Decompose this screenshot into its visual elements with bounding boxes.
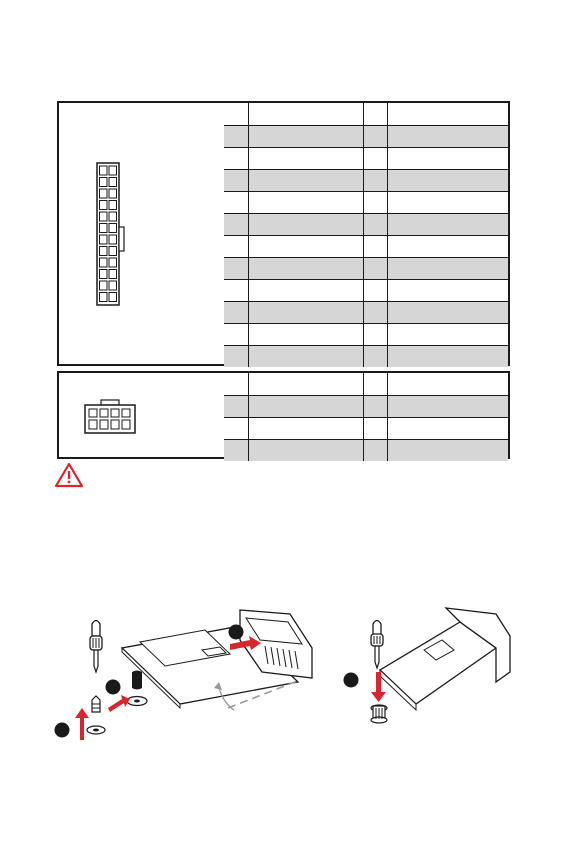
- pin-signal-cell: [388, 103, 508, 125]
- pin-signal-cell: [388, 257, 508, 279]
- pin-row: [224, 345, 508, 367]
- pin-signal-cell: [249, 125, 363, 147]
- pin-number-cell: [224, 373, 249, 395]
- pin-row: [224, 147, 508, 169]
- step-4-icon: [344, 672, 387, 702]
- screwdriver-icon: [371, 621, 383, 669]
- cpu-8pin-connector-icon: [83, 399, 137, 435]
- pin-signal-cell: [388, 395, 508, 417]
- pin-signal-cell: [249, 213, 363, 235]
- m2-installation-illustration: [40, 600, 530, 750]
- pin-number-cell: [224, 323, 249, 345]
- pin-row: [224, 191, 508, 213]
- pin-signal-cell: [249, 169, 363, 191]
- pin-number-cell: [363, 373, 388, 395]
- pin-number-cell: [224, 301, 249, 323]
- pin-signal-cell: [388, 213, 508, 235]
- pin-number-cell: [363, 147, 388, 169]
- pin-signal-cell: [249, 301, 363, 323]
- pin-signal-cell: [388, 301, 508, 323]
- pin-number-cell: [224, 417, 249, 439]
- pin-signal-cell: [249, 417, 363, 439]
- standoff-icon: [87, 696, 105, 734]
- pin-number-cell: [224, 345, 249, 367]
- pin-number-cell: [363, 213, 388, 235]
- pin-number-cell: [363, 125, 388, 147]
- pin-number-cell: [363, 395, 388, 417]
- pin-signal-cell: [249, 235, 363, 257]
- pin-row: [224, 103, 508, 125]
- pin-signal-cell: [388, 345, 508, 367]
- pin-number-cell: [224, 169, 249, 191]
- pin-row: [224, 417, 508, 439]
- pin-signal-cell: [249, 147, 363, 169]
- pin-number-cell: [363, 257, 388, 279]
- pin-row: [224, 395, 508, 417]
- pin-signal-cell: [388, 373, 508, 395]
- pin-number-cell: [224, 235, 249, 257]
- pin-signal-cell: [388, 235, 508, 257]
- pin-row: [224, 257, 508, 279]
- step-1-icon: [55, 708, 90, 740]
- pin-row: [224, 439, 508, 461]
- warning-triangle-icon: [54, 462, 84, 488]
- standoff-icon: [371, 705, 387, 723]
- pin-signal-cell: [388, 417, 508, 439]
- step-2-icon: [106, 680, 131, 713]
- pin-row: [224, 323, 508, 345]
- pin-number-cell: [224, 395, 249, 417]
- screwdriver-icon: [90, 621, 102, 673]
- pin-number-cell: [363, 169, 388, 191]
- pin-signal-cell: [388, 279, 508, 301]
- pin-row: [224, 279, 508, 301]
- pin-number-cell: [363, 301, 388, 323]
- pin-number-cell: [363, 345, 388, 367]
- pin-number-cell: [224, 257, 249, 279]
- pin-signal-cell: [249, 439, 363, 461]
- standoff-dark-icon: [127, 671, 147, 706]
- pin-signal-cell: [388, 191, 508, 213]
- pin-number-cell: [363, 417, 388, 439]
- cpu-8pin-panel: [57, 371, 510, 459]
- pin-signal-cell: [249, 373, 363, 395]
- pin-signal-cell: [249, 395, 363, 417]
- pin-signal-cell: [388, 147, 508, 169]
- pin-number-cell: [224, 147, 249, 169]
- pin-row: [224, 235, 508, 257]
- pin-number-cell: [224, 213, 249, 235]
- pin-number-cell: [363, 323, 388, 345]
- pin-number-cell: [363, 235, 388, 257]
- pin-row: [224, 169, 508, 191]
- pin-number-cell: [224, 439, 249, 461]
- pin-row: [224, 213, 508, 235]
- atx-24pin-connector-icon: [95, 161, 127, 307]
- pin-number-cell: [224, 191, 249, 213]
- pin-signal-cell: [388, 439, 508, 461]
- pin-signal-cell: [388, 169, 508, 191]
- pin-signal-cell: [249, 323, 363, 345]
- pin-number-cell: [363, 103, 388, 125]
- pin-signal-cell: [249, 345, 363, 367]
- cpu-8pin-table: [224, 373, 508, 461]
- pin-number-cell: [363, 191, 388, 213]
- atx-24pin-table: [224, 103, 508, 367]
- pin-signal-cell: [249, 279, 363, 301]
- pin-signal-cell: [388, 323, 508, 345]
- pin-row: [224, 301, 508, 323]
- pin-number-cell: [363, 279, 388, 301]
- pin-number-cell: [224, 125, 249, 147]
- pin-signal-cell: [388, 125, 508, 147]
- atx-24pin-panel: [57, 101, 510, 366]
- pin-signal-cell: [249, 257, 363, 279]
- pin-number-cell: [224, 103, 249, 125]
- pin-number-cell: [363, 439, 388, 461]
- pin-signal-cell: [249, 103, 363, 125]
- pin-signal-cell: [249, 191, 363, 213]
- pin-number-cell: [224, 279, 249, 301]
- m2-card-installed-icon: [380, 608, 510, 710]
- pin-row: [224, 125, 508, 147]
- pin-row: [224, 373, 508, 395]
